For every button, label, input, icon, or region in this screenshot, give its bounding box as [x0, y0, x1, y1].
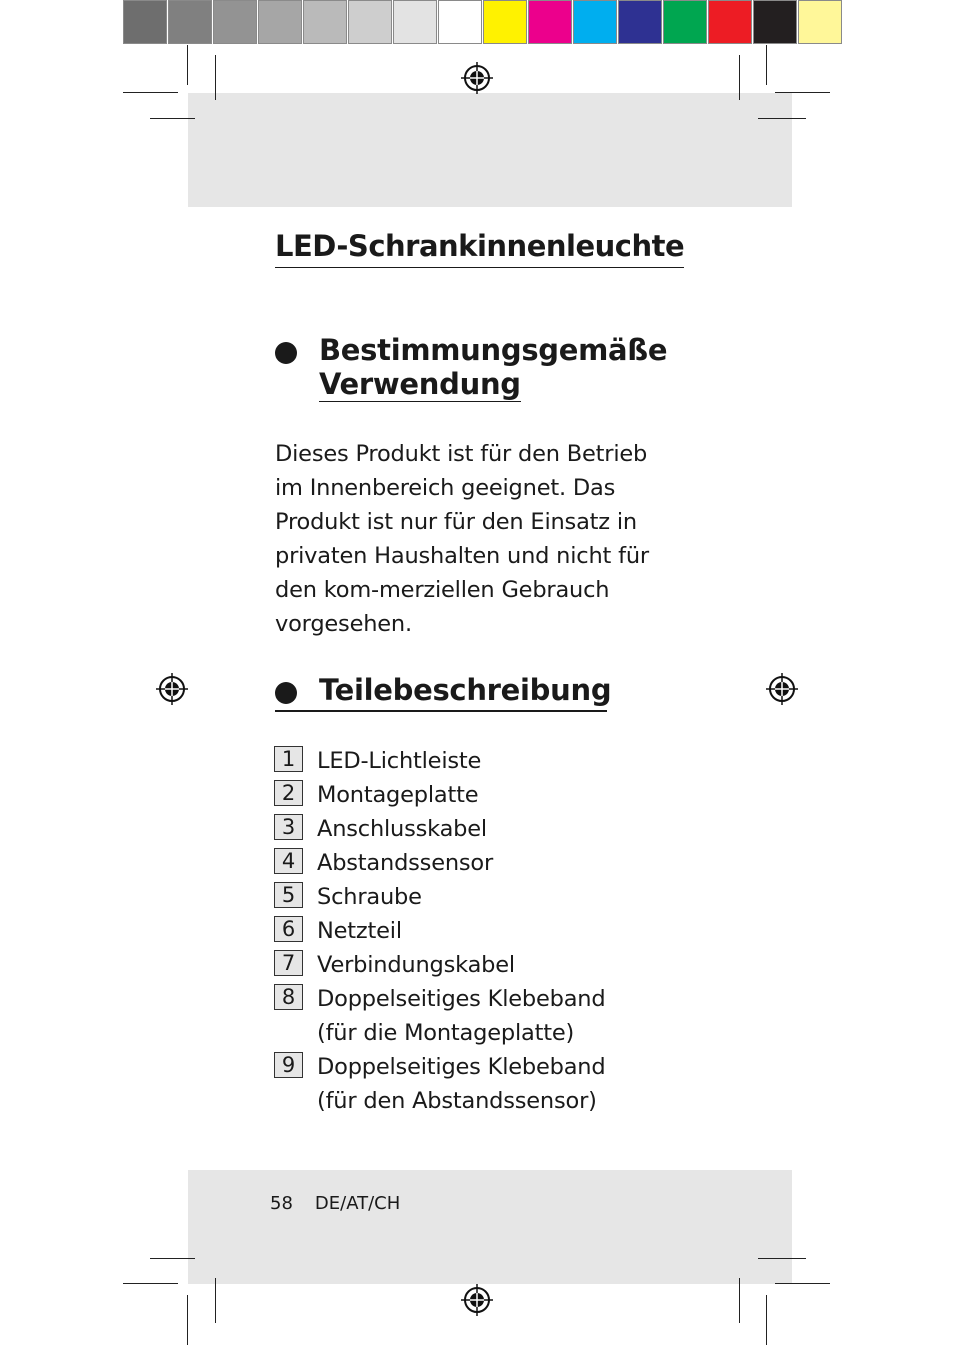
- color-swatch: [168, 0, 212, 44]
- part-label: Anschlusskabel: [317, 816, 487, 842]
- part-number-badge: 7: [274, 950, 303, 976]
- registration-mark-icon: [461, 62, 493, 94]
- footer-band: [188, 1170, 792, 1284]
- section-title-line2-text: Verwendung: [319, 367, 521, 401]
- registration-mark-icon: [461, 1284, 493, 1316]
- list-item: [274, 778, 605, 812]
- crop-mark: [775, 92, 830, 93]
- registration-mark-icon: [156, 673, 188, 705]
- intended-use-paragraph: Dieses Produkt ist für den Betrieb im Innenbereich geeignet. Das Produkt ist nur für den Einsatz in privaten Haushalten und nicht für den kom-merziellen Gebrauch vorgesehen.: [275, 441, 649, 637]
- color-swatch: [213, 0, 257, 44]
- color-swatch: [483, 0, 527, 44]
- list-item: [274, 812, 605, 846]
- crop-mark: [150, 1258, 195, 1259]
- list-item: [274, 982, 605, 1050]
- list-item: [274, 846, 605, 880]
- part-number-badge: 2: [274, 780, 303, 806]
- part-label: Verbindungskabel: [317, 952, 515, 978]
- color-swatch: [438, 0, 482, 44]
- part-number-badge: 8: [274, 984, 303, 1010]
- crop-mark: [187, 45, 188, 85]
- crop-mark: [739, 1278, 740, 1323]
- document-title: LED-Schrankinnenleuchte: [275, 228, 684, 268]
- list-item: [274, 880, 605, 914]
- list-item: [274, 948, 605, 982]
- list-item: [274, 744, 605, 778]
- list-item: [274, 914, 605, 948]
- color-swatch: [663, 0, 707, 44]
- color-swatch: [123, 0, 167, 44]
- crop-mark: [215, 1278, 216, 1323]
- part-number-badge: 4: [274, 848, 303, 874]
- header-band: [188, 93, 792, 207]
- page-number: 58: [270, 1193, 293, 1214]
- section-heading-intended-use: [275, 333, 667, 401]
- part-label: Doppelseitiges Klebeband (für die Montageplatte): [317, 986, 606, 1046]
- part-number-badge: 5: [274, 882, 303, 908]
- section-heading-parts: [275, 673, 611, 707]
- crop-mark: [775, 1283, 830, 1284]
- part-label: Doppelseitiges Klebeband (für den Abstandssensor): [317, 1054, 606, 1114]
- part-label: Abstandssensor: [317, 850, 494, 876]
- parts-list: [274, 744, 605, 1118]
- bullet-icon: [275, 342, 297, 364]
- color-swatch: [753, 0, 797, 44]
- part-number-badge: 6: [274, 916, 303, 942]
- part-number-badge: 9: [274, 1052, 303, 1078]
- color-swatch: [258, 0, 302, 44]
- process-color-bar: [483, 0, 843, 45]
- part-number-badge: 1: [274, 746, 303, 772]
- crop-mark: [123, 92, 178, 93]
- crop-mark: [123, 1283, 178, 1284]
- crop-mark: [187, 1295, 188, 1345]
- crop-mark: [150, 118, 195, 119]
- part-label: Netzteil: [317, 918, 402, 944]
- page-footer: [270, 1193, 400, 1214]
- crop-mark: [766, 1295, 767, 1345]
- registration-mark-icon: [766, 673, 798, 705]
- locale-label: DE/AT/CH: [314, 1193, 401, 1214]
- color-swatch: [528, 0, 572, 44]
- section-underline: [275, 710, 607, 712]
- color-swatch: [798, 0, 842, 44]
- part-label: LED-Lichtleiste: [317, 748, 482, 774]
- color-swatch: [573, 0, 617, 44]
- section-title: Teilebeschreibung: [319, 673, 612, 707]
- color-swatch: [708, 0, 752, 44]
- list-item: [274, 1050, 605, 1118]
- section-title-line2: [319, 367, 667, 401]
- bullet-icon: [275, 682, 297, 704]
- gray-color-bar: [123, 0, 483, 45]
- part-number-badge: 3: [274, 814, 303, 840]
- crop-mark: [758, 118, 806, 119]
- crop-mark: [215, 55, 216, 100]
- color-swatch: [348, 0, 392, 44]
- section-title-line1: Bestimmungsgemäße: [319, 333, 668, 367]
- color-swatch: [303, 0, 347, 44]
- crop-mark: [766, 45, 767, 85]
- color-swatch: [393, 0, 437, 44]
- crop-mark: [739, 55, 740, 100]
- part-label: Schraube: [317, 884, 422, 910]
- crop-mark: [758, 1258, 806, 1259]
- part-label: Montageplatte: [317, 782, 479, 808]
- color-swatch: [618, 0, 662, 44]
